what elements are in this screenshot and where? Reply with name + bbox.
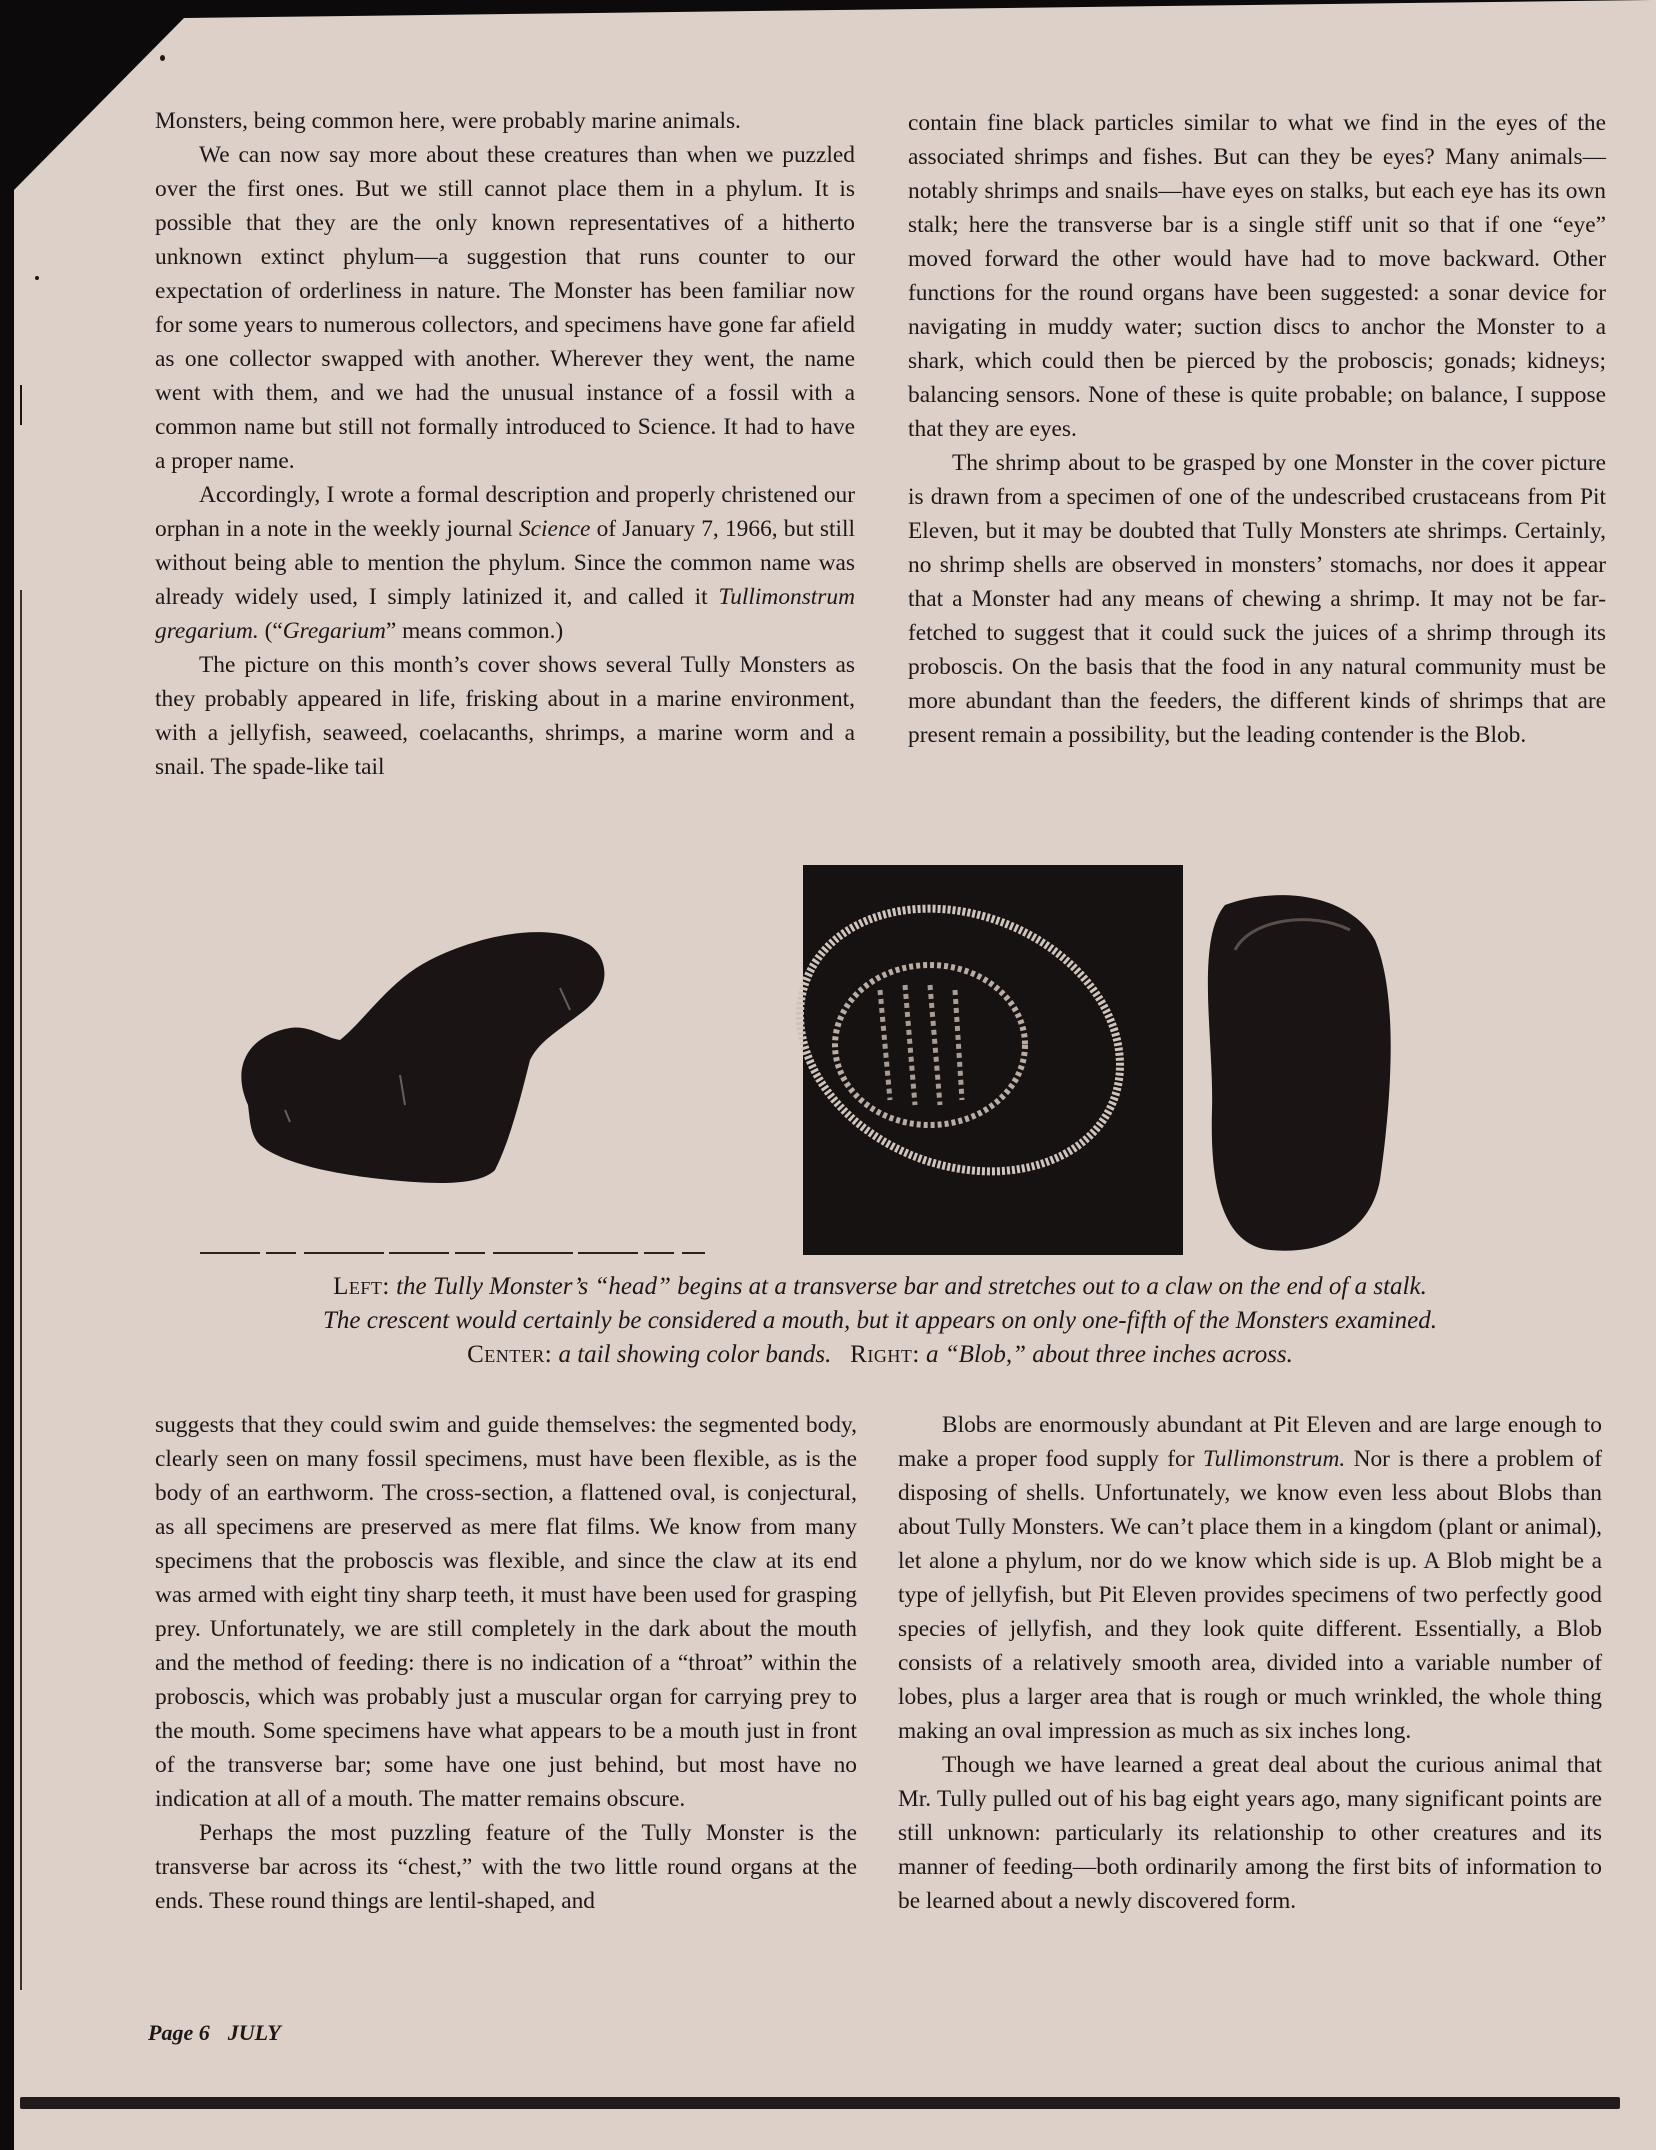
- page-footer: [148, 2020, 281, 2046]
- article-column-4: [898, 1408, 1602, 1918]
- page-edge-mark: [20, 590, 22, 1990]
- latin-term: Gregarium: [282, 618, 386, 644]
- figure-left-monster-head: [200, 932, 705, 1253]
- text: of January 7, 1966, but still without being able to mention the phylum. Since the common name was already widely used, I simply latinized it, and called it: [155, 516, 855, 610]
- caption-text-right: a “Blob,” about three inches across.: [926, 1341, 1293, 1368]
- page-edge-mark: [20, 385, 22, 425]
- caption-text-left: the Tully Monster’s “head” begins at a transverse bar and stretches out to a claw on the end of a stalk.: [396, 1273, 1427, 1300]
- text: ” means common.): [385, 618, 564, 644]
- article-column-1: [155, 104, 855, 784]
- caption-line-1: [160, 1270, 1600, 1304]
- caption-label-right: Right:: [850, 1341, 920, 1368]
- journal-name: Science: [518, 516, 591, 542]
- paragraph: Monsters, being common here, were probably marine animals.: [155, 108, 741, 134]
- fossil-photos: [190, 860, 1550, 1260]
- paragraph: We can now say more about these creatures than when we puzzled over the first ones. But we still cannot place them in a phylum. It is possible that they are the only known representatives of a hitherto unknown extinct phylum—a suggestion that runs counter to our expectation of orderliness in nature. The Monster has been familiar now for some years to numerous collectors, and specimens have gone far afield as one collector swapped with another. Wherever they went, the name went with them, and we had the unusual instance of a fossil with a common name but still not formally introduced to Science. It had to have a proper name.: [155, 142, 855, 474]
- text: Nor is there a problem of disposing of shells. Unfortunately, we know even less about Blobs than about Tully Monsters. We can’t place them in a kingdom (plant or animal), let alone a phylum, nor do we know which side is up. A Blob might be a type of jellyfish, but Pit Eleven provides specimens of two perfectly good species of jellyfish, and they look quite different. Essentially, a Blob consists of a relatively smooth area, divided into a variable number of lobes, plus a larger area that is rough or much wrinkled, the whole thing making an oval impression as much as six inches long.: [898, 1446, 1602, 1744]
- page-number: Page 6: [148, 2020, 210, 2045]
- speck: [160, 55, 165, 61]
- article-column-2: [908, 106, 1606, 752]
- paragraph: The shrimp about to be grasped by one Monster in the cover picture is drawn from a specimen of one of the undescribed crustaceans from Pit Eleven, but it may be doubted that Tully Monsters ate shrimps. Certainly, no shrimp shells are observed in monsters’ stomachs, nor does it appear that a Monster had any means of chewing a shrimp. It may not be far-fetched to suggest that it could suck the juices of a shrimp through its proboscis. On the basis that the food in any natural community must be more abundant than the feeders, the different kinds of shrimps that are present remain a possibility, but the leading contender is the Blob.: [908, 450, 1606, 748]
- caption-label-center: Center:: [467, 1341, 553, 1368]
- figure-center-tail: [760, 862, 1183, 1255]
- article-column-3: [155, 1408, 857, 1918]
- paragraph: suggests that they could swim and guide themselves: the segmented body, clearly seen on many fossil specimens, must have been flexible, as is the body of an earthworm. The cross-section, a flattened oval, is conjectural, as all specimens are preserved as mere flat films. We know from many specimens that the proboscis was flexible, and since the claw at its end was armed with eight tiny sharp teeth, it must have been used for grasping prey. Unfortunately, we are still completely in the dark about the mouth and the method of feeding: there is no indication of a “throat” within the proboscis, which was probably just a muscular organ for carrying prey to the mouth. Some specimens have what appears to be a mouth just in front of the transverse bar; some have one just behind, but most have no indication at all of a mouth. The matter remains obscure.: [155, 1412, 857, 1812]
- genus-name: Tullimonstrum.: [1202, 1446, 1346, 1472]
- paragraph: The picture on this month’s cover shows several Tully Monsters as they probably appeared in life, frisking about in a marine environment, with a jellyfish, seaweed, coelacanths, shrimps, a marine worm and a snail. The spade-like tail: [155, 652, 855, 780]
- issue-month: JULY: [227, 2020, 281, 2045]
- caption-line-3: [160, 1338, 1600, 1372]
- caption-text-center: a tail showing color bands.: [558, 1341, 832, 1368]
- figure-right-blob: [1208, 895, 1391, 1251]
- bottom-rule: [20, 2097, 1620, 2109]
- speck: [35, 276, 39, 280]
- paragraph: [155, 478, 855, 648]
- figure-caption: [160, 1270, 1600, 1372]
- paragraph: Perhaps the most puzzling feature of the Tully Monster is the transverse bar across its “chest,” with the two little round organs at the ends. These round things are lentil-shaped, and: [155, 1820, 857, 1914]
- species-name: Tullimonstrum gregarium.: [155, 584, 855, 644]
- paragraph: [898, 1408, 1602, 1748]
- paragraph: contain fine black particles similar to what we find in the eyes of the associated shrimps and fishes. But can they be eyes? Many animals—notably shrimps and snails—have eyes on stalks, but each eye has its own stalk; here the transverse bar is a single stiff unit so that if one “eye” moved forward the other would have had to move backward. Other functions for the round organs have been suggested: a sonar device for navigating in muddy water; suction discs to anchor the Monster to a shark, which could then be pierced by the proboscis; gonads; kidneys; balancing sensors. None of these is quite probable; on balance, I suppose that they are eyes.: [908, 110, 1606, 442]
- text: Blobs are enormously abundant at Pit Eleven and are large enough to make a proper food supply for: [898, 1412, 1602, 1472]
- text: (“: [258, 618, 283, 644]
- caption-line-2: [160, 1304, 1600, 1338]
- caption-text-left-2: The crescent would certainly be considered a mouth, but it appears on only one-fifth of the Monsters examined.: [323, 1307, 1437, 1334]
- caption-label-left: Left:: [333, 1273, 390, 1300]
- fossil-figures: [190, 860, 1550, 1260]
- text: Accordingly, I wrote a formal description and properly christened our orphan in a note in the weekly journal: [155, 482, 855, 542]
- paragraph: Though we have learned a great deal about the curious animal that Mr. Tully pulled out of his bag eight years ago, many significant points are still unknown: particularly its relationship to other creatures and its manner of feeding—both ordinarily among the first bits of information to be learned about a newly discovered form.: [898, 1752, 1602, 1914]
